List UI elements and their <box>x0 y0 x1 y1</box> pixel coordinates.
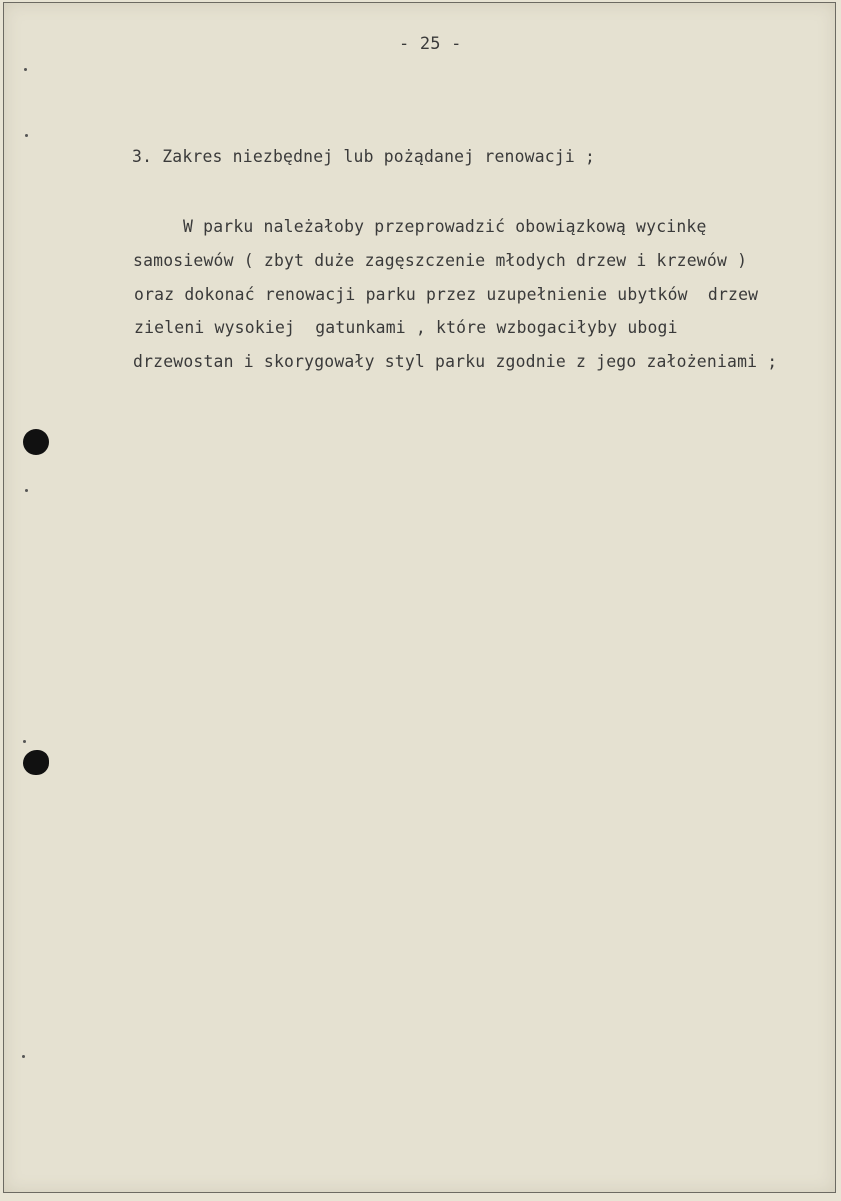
paragraph-line: oraz dokonać renowacji parku przez uzupełnienie ubytków drzew <box>134 285 759 304</box>
paragraph-line: zieleni wysokiej gatunkami , które wzbogaciłyby ubogi <box>134 318 678 337</box>
paragraph-line: samosiewów ( zbyt duże zagęszczenie młodych drzew i krzewów ) <box>133 251 748 270</box>
binder-punch-hole <box>23 429 49 455</box>
paper-speck <box>23 740 26 743</box>
paper-speck <box>25 134 28 137</box>
document-page <box>3 2 836 1193</box>
paper-speck <box>24 68 27 71</box>
paragraph-line: W parku należałoby przeprowadzić obowiązkową wycinkę <box>183 217 707 236</box>
binder-punch-hole <box>23 750 49 775</box>
paper-speck <box>25 489 28 492</box>
paper-speck <box>22 1055 25 1058</box>
paragraph-line: drzewostan i skorygowały styl parku zgodnie z jego założeniami ; <box>133 352 778 371</box>
page-number: - 25 - <box>399 34 462 54</box>
section-heading: 3. Zakres niezbędnej lub pożądanej renowacji ; <box>132 147 596 166</box>
